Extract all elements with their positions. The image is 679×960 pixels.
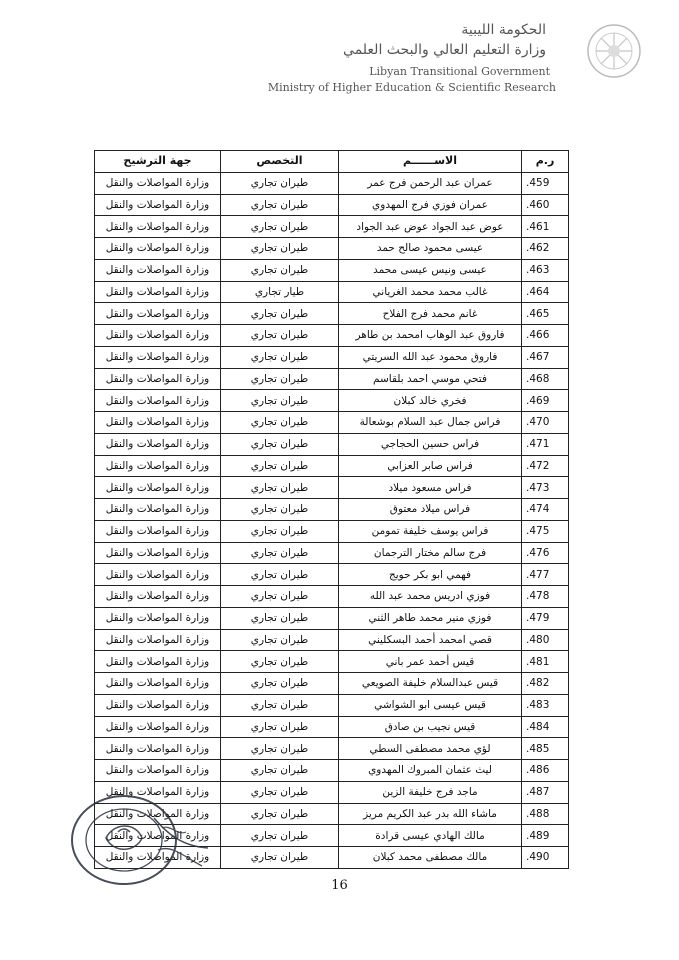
cell-name: فهمي ابو بكر حويج	[339, 564, 522, 586]
cell-specialty: طيران تجاري	[221, 716, 339, 738]
cell-name: فاروق عبد الوهاب امحمد بن طاهر	[339, 325, 522, 347]
cell-specialty: طيران تجاري	[221, 455, 339, 477]
cell-specialty: طيران تجاري	[221, 847, 339, 869]
cell-num: .473	[522, 477, 569, 499]
cell-specialty: طيران تجاري	[221, 803, 339, 825]
table-row	[95, 694, 569, 716]
table-row	[95, 760, 569, 782]
cell-specialty: طيران تجاري	[221, 172, 339, 194]
cell-name: قيس نجيب بن صادق	[339, 716, 522, 738]
cell-specialty: طيران تجاري	[221, 499, 339, 521]
header-authority: جهة الترشيح	[95, 151, 221, 173]
cell-name: عوض عبد الجواد عوض عبد الجواد	[339, 216, 522, 238]
cell-authority: وزارة المواصلات والنقل	[95, 281, 221, 303]
cell-authority: وزارة المواصلات والنقل	[95, 455, 221, 477]
cell-num: .482	[522, 673, 569, 695]
cell-authority: وزارة المواصلات والنقل	[95, 194, 221, 216]
cell-name: لؤي محمد مصطفى السطي	[339, 738, 522, 760]
cell-specialty: طيران تجاري	[221, 259, 339, 281]
cell-authority: وزارة المواصلات والنقل	[95, 803, 221, 825]
cell-name: غانم محمد فرج الفلاح	[339, 303, 522, 325]
cell-specialty: طيران تجاري	[221, 825, 339, 847]
cell-num: .480	[522, 629, 569, 651]
cell-num: .467	[522, 346, 569, 368]
cell-authority: وزارة المواصلات والنقل	[95, 390, 221, 412]
cell-specialty: طيران تجاري	[221, 325, 339, 347]
cell-num: .461	[522, 216, 569, 238]
cell-specialty: طيران تجاري	[221, 629, 339, 651]
cell-authority: وزارة المواصلات والنقل	[95, 542, 221, 564]
table-row	[95, 368, 569, 390]
cell-name: عيسى ونيس عيسى محمد	[339, 259, 522, 281]
table-row	[95, 216, 569, 238]
cell-authority: وزارة المواصلات والنقل	[95, 477, 221, 499]
cell-name: فراس يوسف خليفة تمومن	[339, 520, 522, 542]
cell-authority: وزارة المواصلات والنقل	[95, 412, 221, 434]
cell-authority: وزارة المواصلات والنقل	[95, 738, 221, 760]
cell-authority: وزارة المواصلات والنقل	[95, 673, 221, 695]
cell-authority: وزارة المواصلات والنقل	[95, 303, 221, 325]
table-row	[95, 346, 569, 368]
header-specialty: التخصص	[221, 151, 339, 173]
cell-authority: وزارة المواصلات والنقل	[95, 629, 221, 651]
cell-specialty: طيار تجاري	[221, 281, 339, 303]
letterhead	[267, 18, 570, 100]
cell-specialty: طيران تجاري	[221, 477, 339, 499]
cell-num: .463	[522, 259, 569, 281]
table-row	[95, 738, 569, 760]
cell-specialty: طيران تجاري	[221, 216, 339, 238]
cell-specialty: طيران تجاري	[221, 760, 339, 782]
cell-name: قيس أحمد عمر باني	[339, 651, 522, 673]
cell-name: فخري خالد كبلان	[339, 390, 522, 412]
cell-authority: وزارة المواصلات والنقل	[95, 847, 221, 869]
cell-specialty: طيران تجاري	[221, 390, 339, 412]
table-row	[95, 499, 569, 521]
cell-name: فتحي موسي احمد بلقاسم	[339, 368, 522, 390]
table-row	[95, 542, 569, 564]
cell-name: قصي امحمد أحمد البسكليني	[339, 629, 522, 651]
official-stamp-icon	[62, 788, 214, 888]
table-header-row	[95, 151, 569, 173]
cell-name: ماشاء الله بدر عبد الكريم مريز	[339, 803, 522, 825]
cell-authority: وزارة المواصلات والنقل	[95, 716, 221, 738]
cell-name: فراس ميلاد معتوق	[339, 499, 522, 521]
table-row	[95, 564, 569, 586]
cell-authority: وزارة المواصلات والنقل	[95, 586, 221, 608]
table-row	[95, 673, 569, 695]
header-num: ر.م	[522, 151, 569, 173]
cell-specialty: طيران تجاري	[221, 303, 339, 325]
table-row	[95, 390, 569, 412]
cell-specialty: طيران تجاري	[221, 412, 339, 434]
cell-name: عمران عبد الرحمن فرج عمر	[339, 172, 522, 194]
cell-name: عيسى محمود صالح حمد	[339, 238, 522, 260]
table-row	[95, 629, 569, 651]
cell-specialty: طيران تجاري	[221, 781, 339, 803]
table-row	[95, 172, 569, 194]
cell-authority: وزارة المواصلات والنقل	[95, 760, 221, 782]
table-row	[95, 716, 569, 738]
cell-num: .472	[522, 455, 569, 477]
cell-num: .471	[522, 433, 569, 455]
cell-specialty: طيران تجاري	[221, 346, 339, 368]
cell-authority: وزارة المواصلات والنقل	[95, 607, 221, 629]
cell-num: .460	[522, 194, 569, 216]
cell-name: مالك الهادي عيسى قرادة	[339, 825, 522, 847]
table-row	[95, 651, 569, 673]
cell-specialty: طيران تجاري	[221, 433, 339, 455]
government-name-ar: الحكومة الليبية	[461, 22, 546, 38]
cell-authority: وزارة المواصلات والنقل	[95, 520, 221, 542]
cell-specialty: طيران تجاري	[221, 694, 339, 716]
cell-num: .479	[522, 607, 569, 629]
cell-specialty: طيران تجاري	[221, 586, 339, 608]
ministry-name-en: Ministry of Higher Education & Scientific Research	[267, 81, 556, 94]
cell-authority: وزارة المواصلات والنقل	[95, 564, 221, 586]
cell-num: .469	[522, 390, 569, 412]
cell-num: .475	[522, 520, 569, 542]
table-row	[95, 281, 569, 303]
cell-name: فراس جمال عبد السلام بوشعالة	[339, 412, 522, 434]
cell-specialty: طيران تجاري	[221, 542, 339, 564]
cell-authority: وزارة المواصلات والنقل	[95, 825, 221, 847]
cell-num: .462	[522, 238, 569, 260]
cell-num: .468	[522, 368, 569, 390]
cell-num: .470	[522, 412, 569, 434]
cell-num: .490	[522, 847, 569, 869]
cell-specialty: طيران تجاري	[221, 520, 339, 542]
table-row	[95, 520, 569, 542]
table-row	[95, 238, 569, 260]
cell-authority: وزارة المواصلات والنقل	[95, 694, 221, 716]
cell-authority: وزارة المواصلات والنقل	[95, 216, 221, 238]
cell-specialty: طيران تجاري	[221, 607, 339, 629]
table-row	[95, 194, 569, 216]
cell-num: .459	[522, 172, 569, 194]
cell-num: .476	[522, 542, 569, 564]
cell-authority: وزارة المواصلات والنقل	[95, 172, 221, 194]
cell-num: .477	[522, 564, 569, 586]
cell-authority: وزارة المواصلات والنقل	[95, 781, 221, 803]
cell-num: .485	[522, 738, 569, 760]
cell-authority: وزارة المواصلات والنقل	[95, 499, 221, 521]
cell-name: فراس حسين الحجاجي	[339, 433, 522, 455]
cell-num: .478	[522, 586, 569, 608]
cell-name: قيس عيسى ابو الشواشي	[339, 694, 522, 716]
header-name: الاســــــم	[339, 151, 522, 173]
cell-authority: وزارة المواصلات والنقل	[95, 325, 221, 347]
cell-num: .465	[522, 303, 569, 325]
cell-authority: وزارة المواصلات والنقل	[95, 368, 221, 390]
cell-num: .486	[522, 760, 569, 782]
cell-name: فاروق محمود عبد الله السريتي	[339, 346, 522, 368]
cell-name: فراس صابر العزابي	[339, 455, 522, 477]
cell-num: .489	[522, 825, 569, 847]
table-row	[95, 477, 569, 499]
cell-num: .466	[522, 325, 569, 347]
cell-name: فوزي ادريس محمد عبد الله	[339, 586, 522, 608]
table-row	[95, 303, 569, 325]
cell-num: .487	[522, 781, 569, 803]
ministry-name-ar: وزارة التعليم العالي والبحث العلمي	[343, 42, 546, 58]
cell-name: فوزي منير محمد طاهر الثني	[339, 607, 522, 629]
government-name-en: Libyan Transitional Government	[369, 65, 550, 78]
cell-authority: وزارة المواصلات والنقل	[95, 238, 221, 260]
table-row	[95, 412, 569, 434]
cell-authority: وزارة المواصلات والنقل	[95, 651, 221, 673]
cell-name: غالب محمد محمد الغرياني	[339, 281, 522, 303]
cell-num: .481	[522, 651, 569, 673]
cell-specialty: طيران تجاري	[221, 564, 339, 586]
cell-authority: وزارة المواصلات والنقل	[95, 433, 221, 455]
cell-name: فرج سالم مختار الترجمان	[339, 542, 522, 564]
page-number: 16	[331, 878, 348, 893]
cell-authority: وزارة المواصلات والنقل	[95, 259, 221, 281]
table-row	[95, 586, 569, 608]
table-row	[95, 325, 569, 347]
cell-specialty: طيران تجاري	[221, 194, 339, 216]
cell-num: .474	[522, 499, 569, 521]
cell-num: .488	[522, 803, 569, 825]
cell-name: فراس مسعود ميلاد	[339, 477, 522, 499]
cell-name: ماجد فرج خليفة الزين	[339, 781, 522, 803]
table-row	[95, 607, 569, 629]
candidates-table	[94, 150, 569, 869]
cell-specialty: طيران تجاري	[221, 238, 339, 260]
cell-name: ليث عثمان المبروك المهدوي	[339, 760, 522, 782]
ministry-emblem-icon	[585, 22, 643, 80]
cell-specialty: طيران تجاري	[221, 673, 339, 695]
cell-name: عمران فوزي فرج المهدوي	[339, 194, 522, 216]
table-row	[95, 455, 569, 477]
cell-specialty: طيران تجاري	[221, 651, 339, 673]
cell-specialty: طيران تجاري	[221, 368, 339, 390]
cell-num: .464	[522, 281, 569, 303]
cell-num: .484	[522, 716, 569, 738]
table-row	[95, 433, 569, 455]
cell-authority: وزارة المواصلات والنقل	[95, 346, 221, 368]
cell-num: .483	[522, 694, 569, 716]
cell-name: قيس عبدالسلام خليفة الصويعي	[339, 673, 522, 695]
cell-name: مالك مصطفى محمد كبلان	[339, 847, 522, 869]
cell-specialty: طيران تجاري	[221, 738, 339, 760]
table-row	[95, 259, 569, 281]
